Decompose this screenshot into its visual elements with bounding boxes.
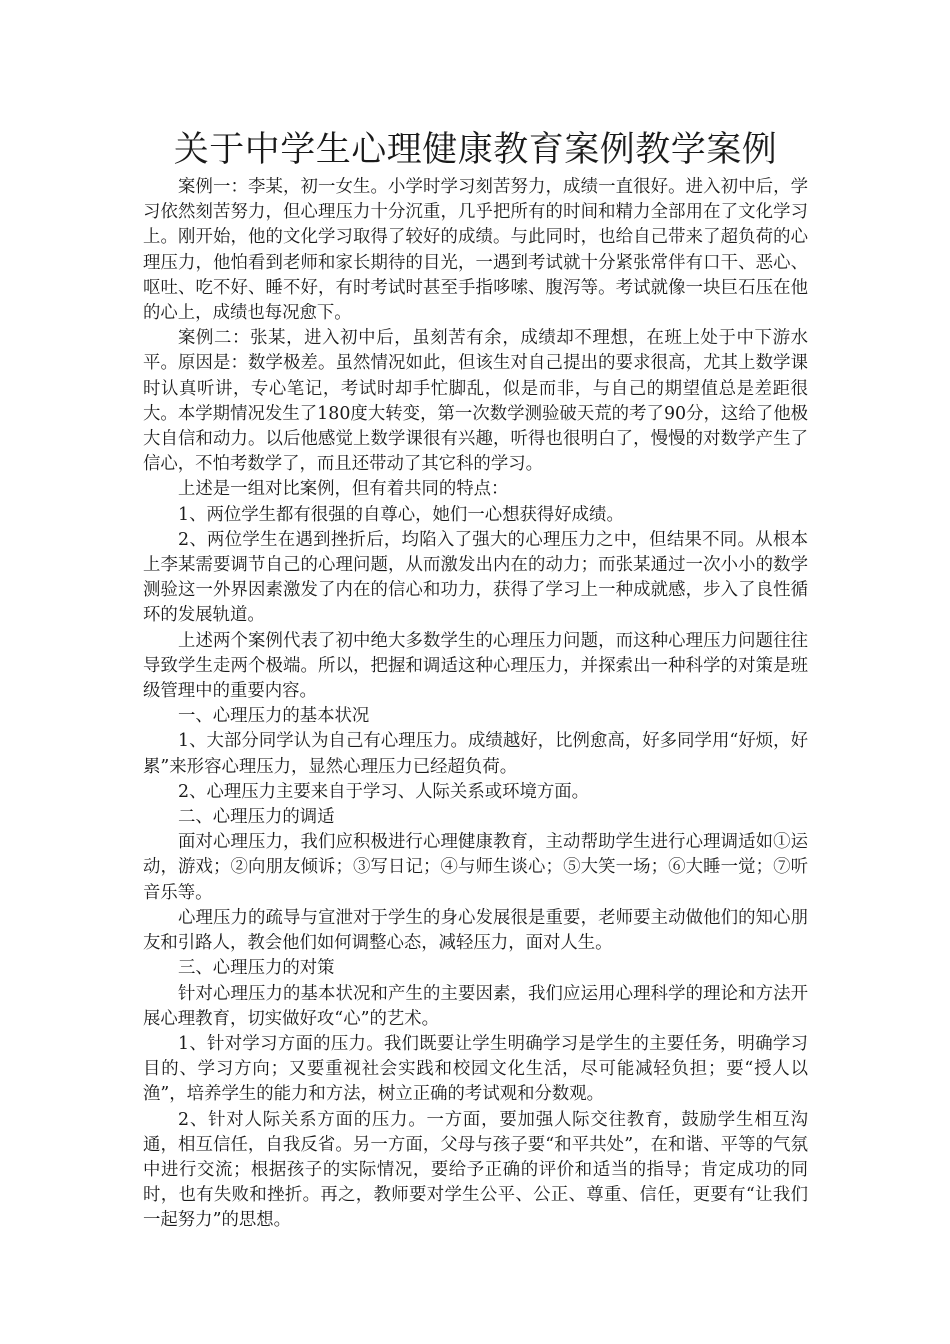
paragraph-status-2: 2、心理压力主要来自于学习、人际关系或环境方面。 [178,781,590,802]
paragraph-strategy-1: 1、针对学习方面的压力。我们既要让学生明确学习是学生的主要任务，明确学习目的、学习方向；又要重视社会实践和校园文化生活，尽可能减轻负担；要“授人以渔”，培养学生的能力和方法，树立正确的考试观和分数观。 [143,1033,808,1105]
paragraph-strategy-2: 2、针对人际关系方面的压力。一方面，要加强人际交往教育，鼓励学生相互沟通，相互信任，自我反省。另一方面，父母与孩子要“和平共处”，在和谐、平等的气氛中进行交流；根据孩子的实际情况，要给予正确的评价和适当的指导；肯定成功的同时，也有失败和挫折。再之，教师要对学生公平、公正、尊重、信任，更要有“让我们一起努力”的思想。 [143,1109,808,1231]
paragraph-adjustment-2: 心理压力的疏导与宣泄对于学生的身心发展很是重要，老师要主动做他们的知心朋友和引路人，教会他们如何调整心态，减轻压力，面对人生。 [143,907,808,954]
section-heading-3: 三、心理压力的对策 [178,958,335,979]
section-heading-1: 一、心理压力的基本状况 [178,706,370,727]
paragraph-strategy-intro: 针对心理压力的基本状况和产生的主要因素，我们应运用心理科学的理论和方法开展心理教育，切实做好攻“心”的艺术。 [143,983,808,1029]
document-page [143,125,808,1234]
paragraph-case-one: 案例一：李某，初一女生。小学时学习刻苦努力，成绩一直很好。进入初中后，学习依然刻苦努力，但心理压力十分沉重，几乎把所有的时间和精力全部用在了文化学习上。刚开始，他的文化学习取得了较好的成绩。与此同时，也给自己带来了超负荷的心理压力，他怕看到老师和家长期待的目光，一遇到考试就十分紧张常伴有口干、恶心、呕吐、吃不好、睡不好，有时考试时甚至手指哆嗦、腹泻等。考试就像一块巨石压在他的心上，成绩也每况愈下。 [143,177,808,324]
document-title: 关于中学生心理健康教育案例教学案例 [173,130,778,170]
paragraph-point-1: 1、两位学生都有很强的自尊心，她们一心想获得好成绩。 [178,504,624,525]
paragraph-comparison-intro: 上述是一组对比案例，但有着共同的特点： [178,479,509,500]
paragraph-case-two: 案例二：张某，进入初中后，虽刻苦有余，成绩却不理想，在班上处于中下游水平。原因是：数学极差。虽然情况如此，但该生对自己提出的要求很高，尤其上数学课时认真听讲，专心笔记，考试时却手忙脚乱，似是而非，与自己的期望值总是差距很大。本学期情况发生了180度大转变，第一次数学测验破天荒的考了90分，这给了他极大自信和动力。以后他感觉上数学课很有兴趣，听得也很明白了，慢慢的对数学产生了信心，不怕考数学了，而且还带动了其它科的学习。 [143,328,808,475]
paragraph-point-2: 2、两位学生在遇到挫折后，均陷入了强大的心理压力之中，但结果不同。从根本上李某需要调节自己的心理问题，从而激发出内在的动力；而张某通过一次小小的数学测验这一外界因素激发了内在的信心和功力，获得了学习上一种成就感，步入了良性循环的发展轨道。 [143,529,808,626]
paragraph-summary: 上述两个案例代表了初中绝大多数学生的心理压力问题，而这种心理压力问题往往导致学生走两个极端。所以，把握和调适这种心理压力，并探索出一种科学的对策是班级管理中的重要内容。 [143,630,808,702]
paragraph-adjustment-1: 面对心理压力，我们应积极进行心理健康教育，主动帮助学生进行心理调适如①运动，游戏；②向朋友倾诉；③写日记；④与师生谈心；⑤大笑一场；⑥大睡一觉；⑦听音乐等。 [143,832,808,903]
section-heading-2: 二、心理压力的调适 [178,807,335,828]
paragraph-status-1: 1、大部分同学认为自己有心理压力。成绩越好，比例愈高，好多同学用“好烦，好累”来形容心理压力，显然心理压力已经超负荷。 [143,731,808,777]
